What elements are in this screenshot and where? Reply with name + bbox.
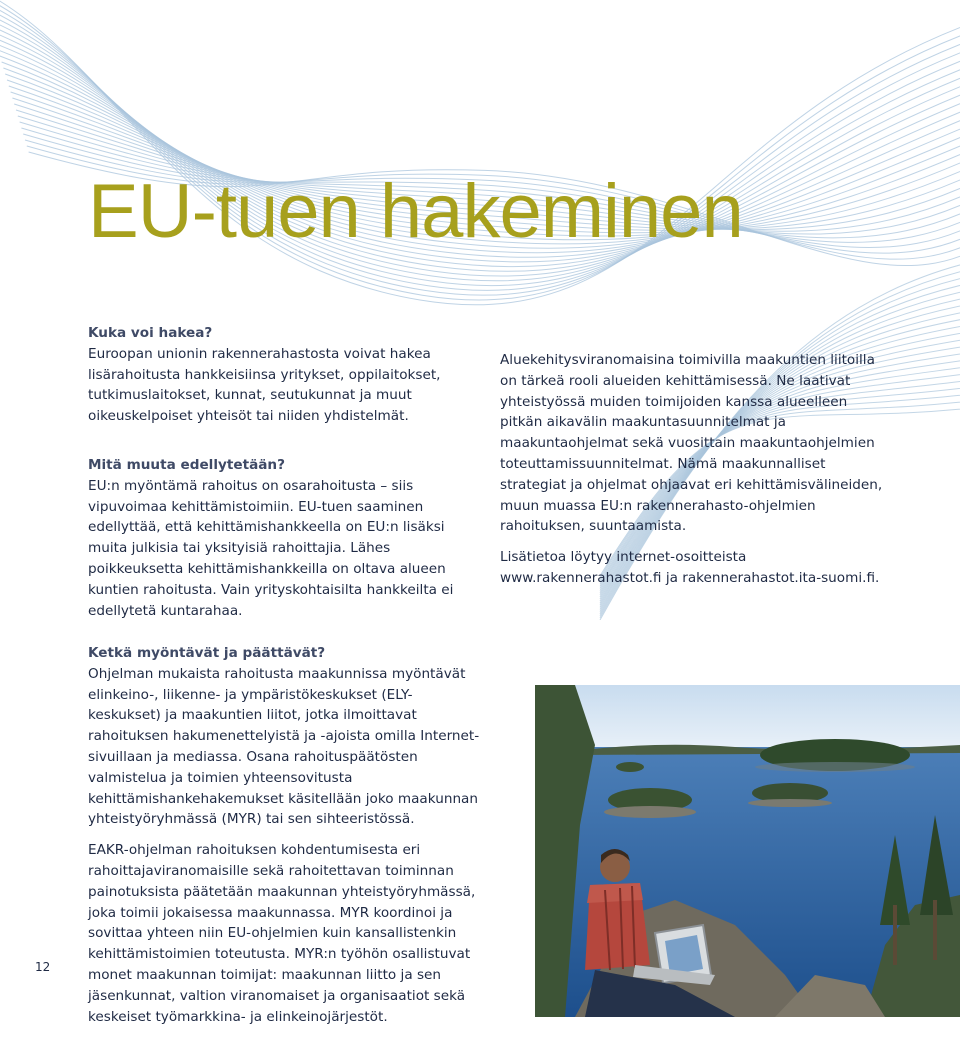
section-heading-requirements: Mitä muuta edellytetään? [88, 456, 285, 473]
section-heading-who-can-apply: Kuka voi hakea? [88, 325, 213, 341]
paragraph: EAKR-ohjelman rahoituksen kohdentumisesta eri rahoittajaviranomaisille sekä rahoitettavan toiminnan painotuksista päätetään maakunnan yhteistyöryhmässä, joka toimii jokaisessa maakunnassa. MYR koordinoi ja sovittaa yhteen niin EU-ohjelmien kuin kansallistenkin kehittämistoimien toteutusta. MYR:n työhön osallistuvat monet maakunnan toimijat: maakunnan liitto ja sen jäsenkunnat, valtion viranomaiset ja organisaatiot sekä keskeiset työmarkkina- ja elinkeinojärjestöt. [88, 842, 476, 1025]
paragraph: Aluekehitysviranomaisina toimivilla maakuntien liitoilla on tärkeä rooli alueiden kehittämisessä. Ne laativat yhteistyössä muiden toimijoiden kanssa alueelleen pitkän aikavälin maakuntasuunnitelmat ja maakuntaohjelmat sekä vuosittain maakuntaohjelmien toteuttamissuunnitelmat. Nämä maakunnalliset strategiat ja ohjelmat ohjaavat eri kehittämisvälineiden, muun muassa EU:n rakennerahasto-ohjelmien rahoituksen, suuntaamista. [500, 352, 883, 535]
lake-landscape-photo [535, 685, 960, 1017]
paragraph-links: Lisätietoa löytyy internet-osoitteista www.rakennerahastot.fi ja rakennerahastot.ita-suomi.fi. [500, 549, 880, 586]
section-heading-who-decides: Ketkä myöntävät ja päättävät? [88, 645, 326, 661]
paragraph: EU:n myöntämä rahoitus on osarahoitusta – siis vipuvoimaa kehittämistoimiin. EU-tuen saaminen edellyttää, että kehittämishankkeella on EU:n lisäksi muita julkisia tai yksityisiä rahoittajia. Lähes poikkeuksetta kehittämishankkeilla on oltava alueen kuntien rahoitusta. Vain yrityskohtaisilta hankkeilta ei edellytetä kuntarahaa. [88, 477, 454, 619]
page-title: EU-tuen hakeminen [88, 169, 743, 254]
paragraph: Euroopan unionin rakennerahastosta voivat hakea lisärahoitusta hankkeisiinsa yritykset, oppilaitokset, tutkimuslaitokset, kunnat, seutukunnat ja muut oikeuskelpoiset yhteisöt tai niiden yhdistelmät. [88, 345, 441, 425]
left-column-top [88, 323, 488, 631]
wave-line [0, 0, 960, 305]
paragraph: Ohjelman mukaista rahoitusta maakunnissa myöntävät elinkeino-, liikenne- ja ympäristökeskukset (ELY-keskukset) ja maakuntien liitot, jotka ilmoittavat rahoituksen hakumenettelyistä ja -ajoista omilla Internet-sivuillaan ja mediassa. Osana rahoituspäätösten valmistelua ja toimien yhteensovitusta kehittämishankehakemukset käsitellään joko maakunnan yhteistyöryhmässä (MYR) tai sen sihteeristössä. [88, 665, 480, 828]
right-column-top [500, 350, 892, 599]
page-number: 12 [35, 960, 51, 974]
left-column-bottom [88, 643, 480, 1037]
